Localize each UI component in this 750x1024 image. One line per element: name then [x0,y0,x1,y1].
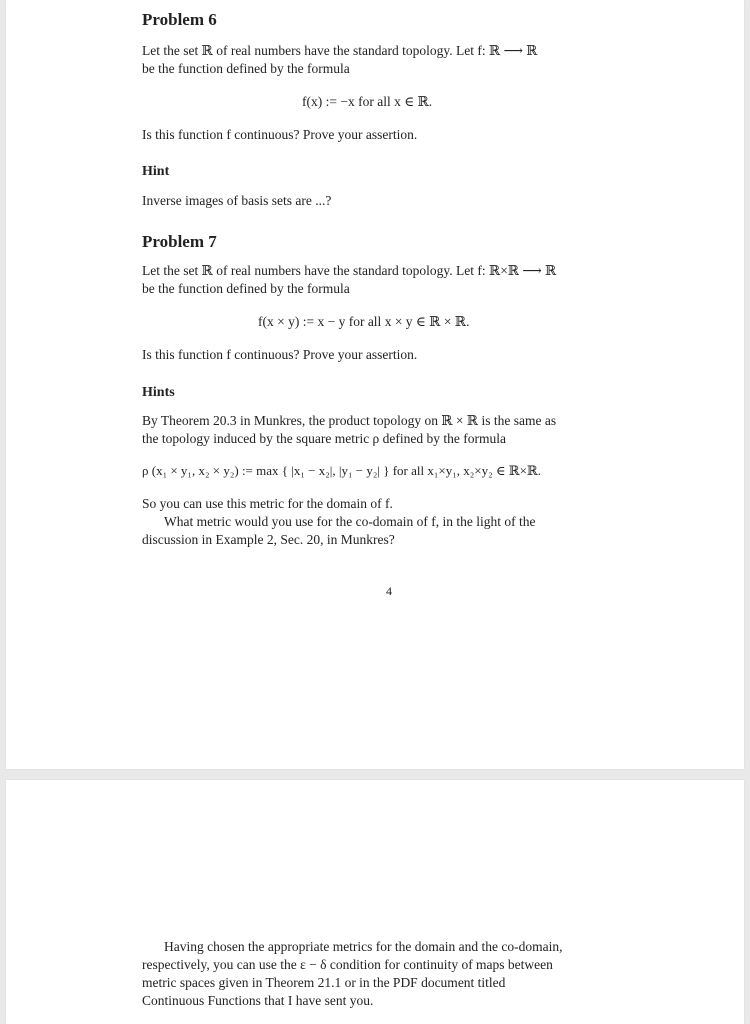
document-page-2 [6,780,744,1024]
problem-7-formula: f(x × y) := x − y for all x × y ∈ ℝ × ℝ. [258,314,470,329]
problem-7-question: Is this function f continuous? Prove your assertion. [142,347,418,362]
problem-7-hints-line-2: the topology induced by the square metric ρ defined by the formula [142,431,507,446]
problem-7-closing-line-2: What metric would you use for the co-domain of f, in the light of the [164,514,536,529]
problem-6-formula: f(x) := −x for all x ∈ ℝ. [302,94,433,109]
problem-6-question: Is this function f continuous? Prove your assertion. [142,127,418,142]
problem-7-intro [142,262,632,298]
problem-6-intro-line-1: Let the set ℝ of real numbers have the standard topology. Let f: ℝ ⟶ ℝ [142,43,538,58]
problem-6-hint-title: Hint [142,164,170,179]
page-2-line-1: Having chosen the appropriate metrics for the domain and the co-domain, [164,939,563,954]
problem-6-hint-text: Inverse images of basis sets are ...? [142,193,332,208]
page-2-line-4: Continuous Functions that I have sent you. [142,993,374,1008]
page-2-line-2: respectively, you can use the ε − δ condition for continuity of maps between [142,957,553,972]
problem-7-title: Problem 7 [142,232,217,251]
problem-7-hints-line-1: By Theorem 20.3 in Munkres, the product topology on ℝ × ℝ is the same as [142,413,557,428]
problem-7-closing-line-3: discussion in Example 2, Sec. 20, in Munkres? [142,532,395,547]
problem-7-intro-line-2: be the function defined by the formula [142,281,350,296]
problem-6-title: Problem 6 [142,10,217,29]
problem-6-intro-line-2: be the function defined by the formula [142,61,350,76]
problem-7-hints-text [142,412,632,448]
problem-7-closing [142,495,632,549]
problem-7-closing-line-1: So you can use this metric for the domain of f. [142,496,393,511]
square-metric-formula: ρ (x₁ × y₁, x₂ × y₂) := max { |x₁ − x₂|, |y₁ − y₂| } for all x₁×y₁, x₂×y₂ ∈ ℝ×ℝ. [142,463,541,478]
page-2-paragraph [142,938,632,1010]
page-number: 4 [386,584,392,598]
problem-7-intro-line-1: Let the set ℝ of real numbers have the standard topology. Let f: ℝ×ℝ ⟶ ℝ [142,263,557,278]
page-2-line-3: metric spaces given in Theorem 21.1 or in the PDF document titled [142,975,506,990]
problem-6-intro [142,42,632,78]
document-page-1 [6,0,744,769]
problem-7-hints-title: Hints [142,385,175,400]
